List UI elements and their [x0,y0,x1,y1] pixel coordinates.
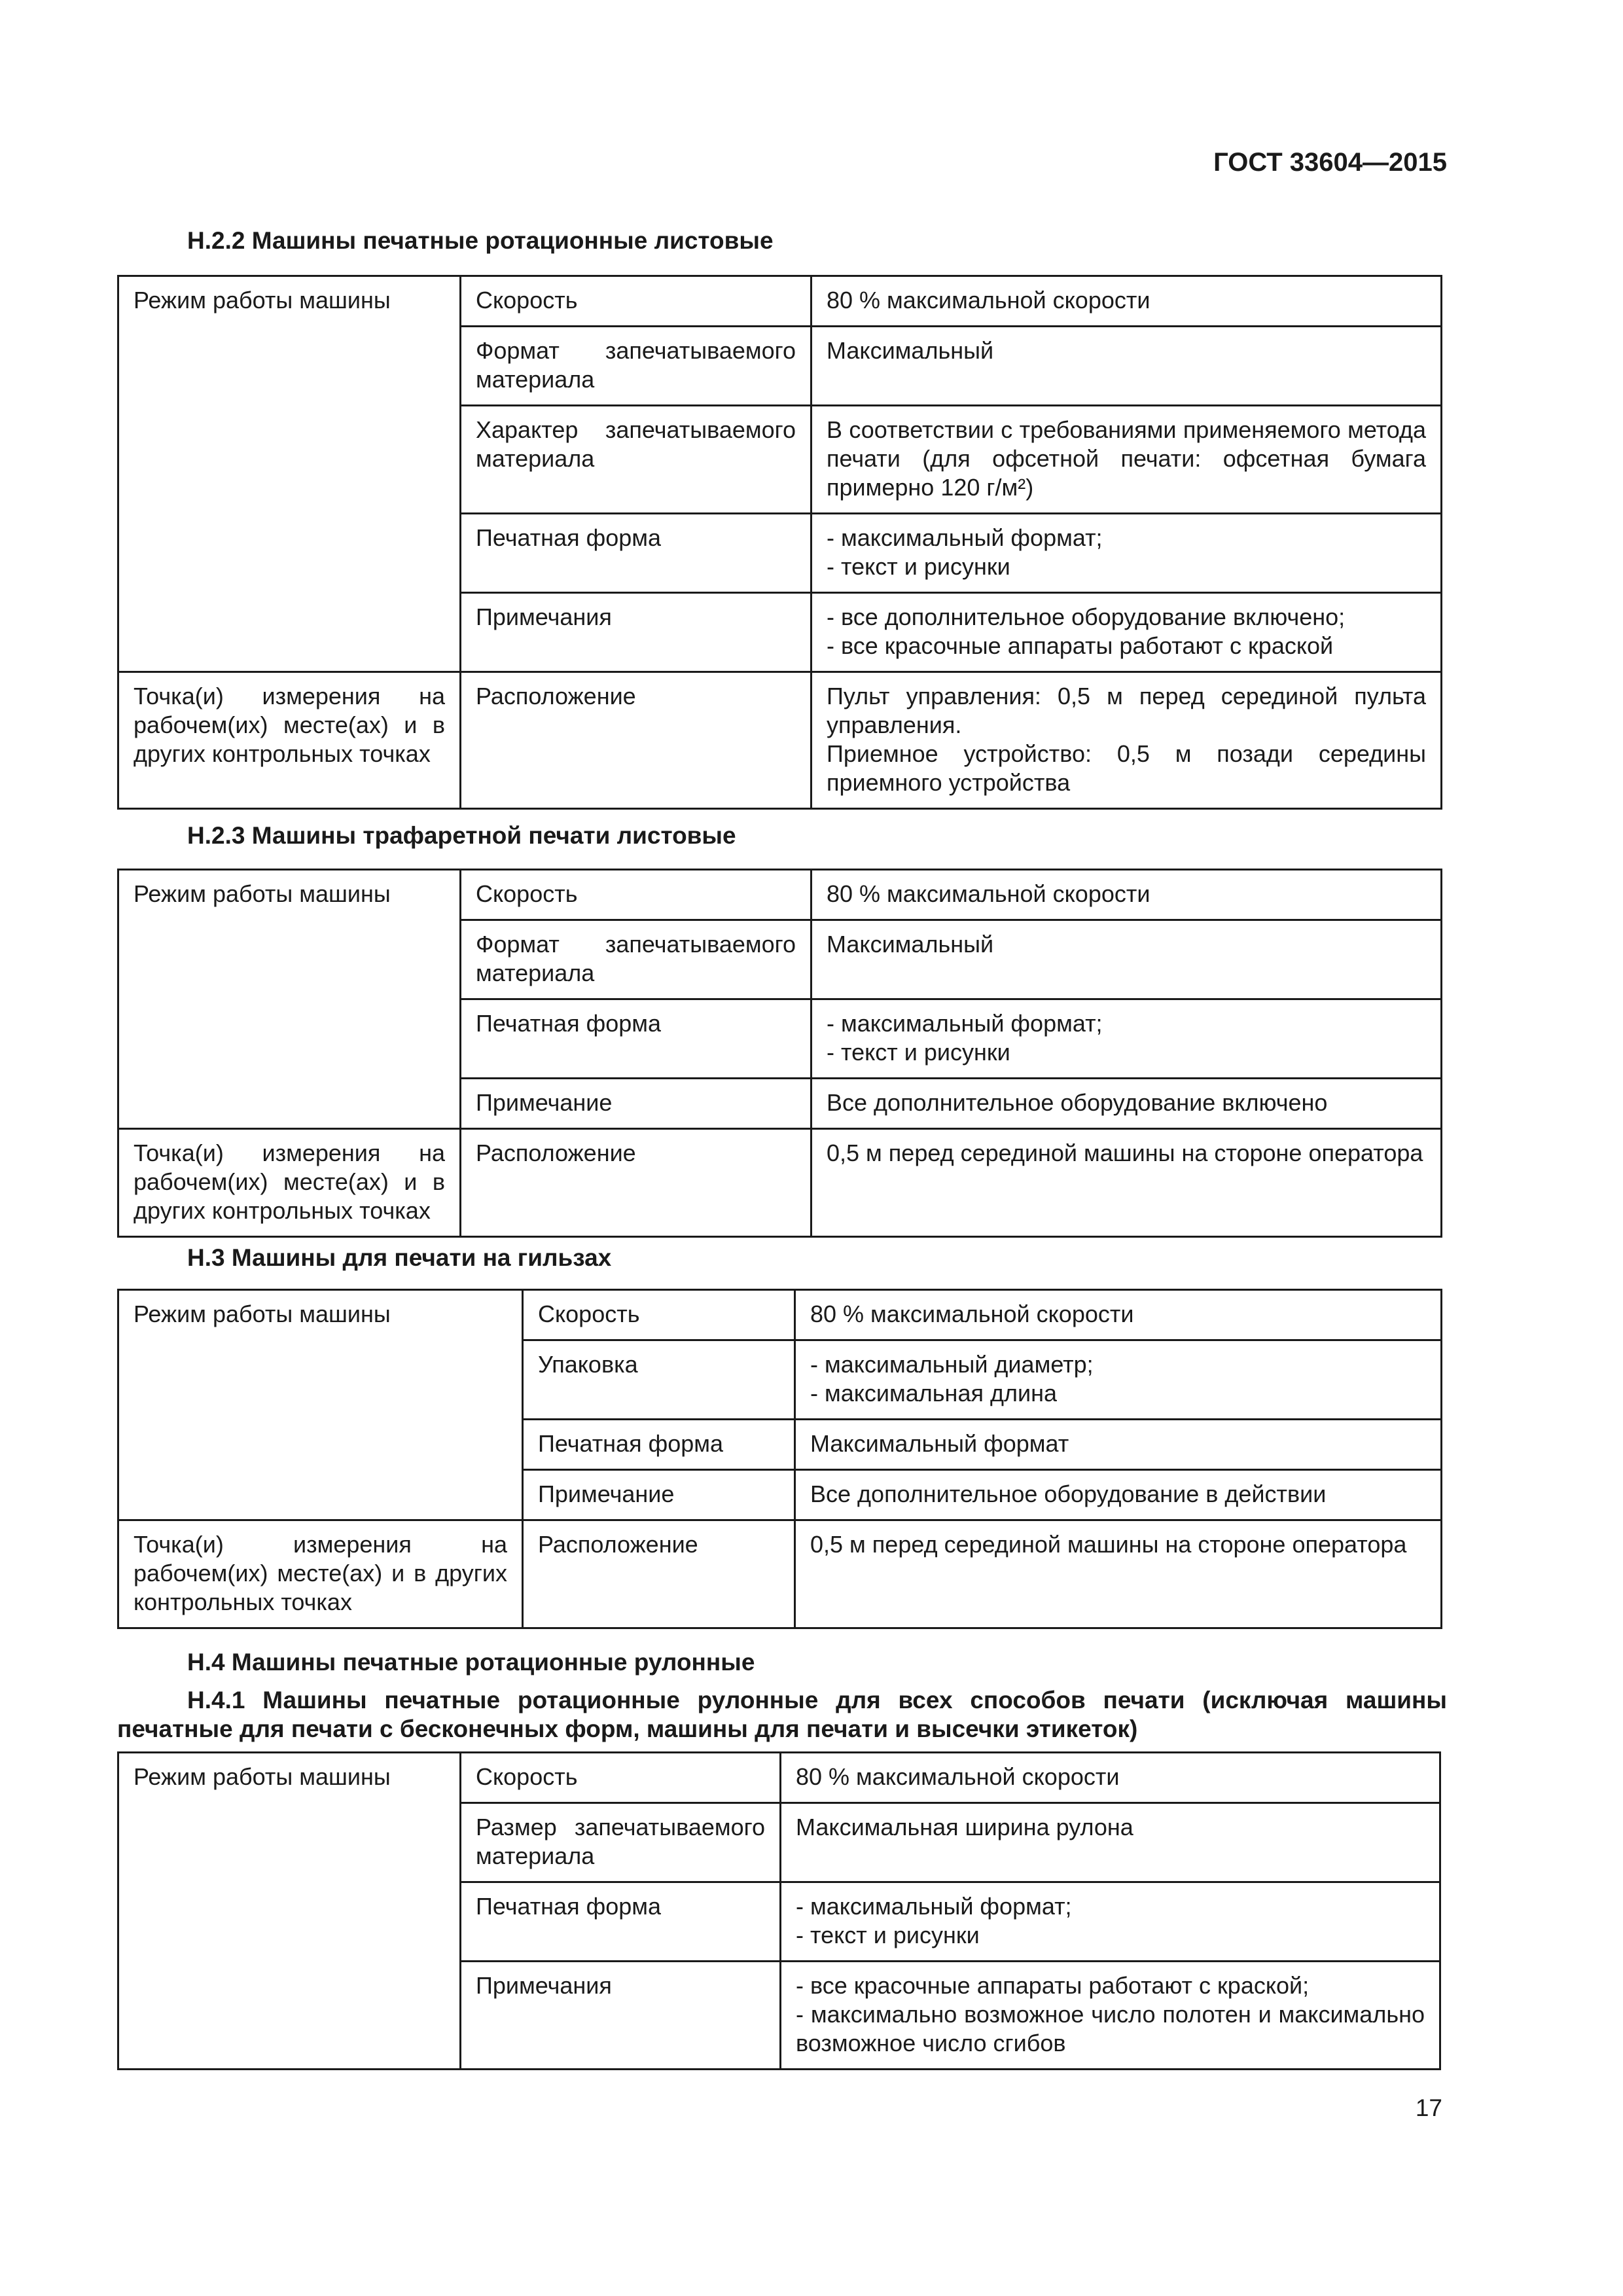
param-cell: Примечание [523,1470,795,1520]
document-header: ГОСТ 33604—2015 [1213,148,1447,177]
section-heading-n-2-3: Н.2.3 Машины трафаретной печати листовые [187,822,736,849]
section-heading-n-2-2: Н.2.2 Машины печатные ротационные листовые [187,227,774,254]
param-cell: Печатная форма [523,1420,795,1470]
value-cell: Все дополнительное оборудование включено [812,1079,1442,1129]
group-cell: Режим работы машины [118,276,461,672]
table-row [118,1129,1442,1237]
group-cell: Режим работы машины [118,1290,523,1520]
param-cell: Печатная форма [461,1882,781,1962]
value-cell: Максимальный формат [795,1420,1442,1470]
page-number: 17 [1415,2094,1442,2121]
table-n-2-3 [117,869,1442,1238]
value-cell: 80 % максимальной скорости [795,1290,1442,1340]
param-cell: Упаковка [523,1340,795,1420]
section-heading-n-3: Н.3 Машины для печати на гильзах [187,1244,612,1271]
value-cell: Максимальный [812,327,1442,406]
value-cell: - максимальный формат; - текст и рисунки [812,514,1442,593]
value-cell: - максимальный диаметр; - максимальная длина [795,1340,1442,1420]
value-cell: Все дополнительное оборудование в действии [795,1470,1442,1520]
group-cell: Режим работы машины [118,870,461,1129]
table-row [118,1290,1442,1340]
value-cell: 80 % максимальной скорости [812,276,1442,327]
table-row [118,276,1442,327]
value-cell: 0,5 м перед серединой машины на стороне оператора [812,1129,1442,1237]
table-n-3 [117,1289,1442,1629]
param-cell: Характер запечатываемого материала [461,406,812,514]
param-cell: Скорость [461,870,812,920]
table-row [118,672,1442,809]
value-cell: - все красочные аппараты работают с краской; - максимально возможное число полотен и максимально возможное число сгибов [781,1962,1440,2070]
section-heading-n-4: Н.4 Машины печатные ротационные рулонные [187,1649,755,1676]
value-cell: 80 % максимальной скорости [812,870,1442,920]
param-cell: Примечания [461,593,812,672]
value-cell: - максимальный формат; - текст и рисунки [781,1882,1440,1962]
value-cell: - все дополнительное оборудование включено; - все красочные аппараты работают с краской [812,593,1442,672]
param-cell: Скорость [461,276,812,327]
param-cell: Формат запечатываемого материала [461,327,812,406]
group-cell: Точка(и) измерения на рабочем(их) месте(ах) и в других контрольных точках [118,1129,461,1237]
table-row [118,1753,1440,1803]
param-cell: Примечания [461,1962,781,2070]
value-cell: 80 % максимальной скорости [781,1753,1440,1803]
group-cell: Режим работы машины [118,1753,461,2070]
value-cell: 0,5 м перед серединой машины на стороне оператора [795,1520,1442,1628]
value-cell: В соответствии с требованиями применяемого метода печати (для офсетной печати: офсетная бумага примерно 120 г/м²) [812,406,1442,514]
table-row [118,1520,1442,1628]
value-cell: - максимальный формат; - текст и рисунки [812,999,1442,1079]
param-cell: Расположение [461,672,812,809]
param-cell: Печатная форма [461,999,812,1079]
param-cell: Скорость [523,1290,795,1340]
group-cell: Точка(и) измерения на рабочем(их) месте(ах) и в других контрольных точках [118,1520,523,1628]
value-cell: Максимальная ширина рулона [781,1803,1440,1882]
param-cell: Расположение [461,1129,812,1237]
group-cell: Точка(и) измерения на рабочем(их) месте(ах) и в других контрольных точках [118,672,461,809]
table-n-2-2 [117,275,1442,810]
value-cell: Пульт управления: 0,5 м перед серединой пульта управления. Приемное устройство: 0,5 м позади середины приемного устройства [812,672,1442,809]
value-cell: Максимальный [812,920,1442,999]
param-cell: Скорость [461,1753,781,1803]
param-cell: Расположение [523,1520,795,1628]
param-cell: Размер запечатываемого материала [461,1803,781,1882]
table-n-4-1 [117,1751,1441,2070]
param-cell: Формат запечатываемого материала [461,920,812,999]
param-cell: Печатная форма [461,514,812,593]
table-row [118,870,1442,920]
section-subheading-n-4-1: Н.4.1 Машины печатные ротационные рулонные для всех способов печати (исключая машины печатные для печати с бесконечных форм, машины для печати и высечки этикеток) [117,1687,1447,1742]
param-cell: Примечание [461,1079,812,1129]
